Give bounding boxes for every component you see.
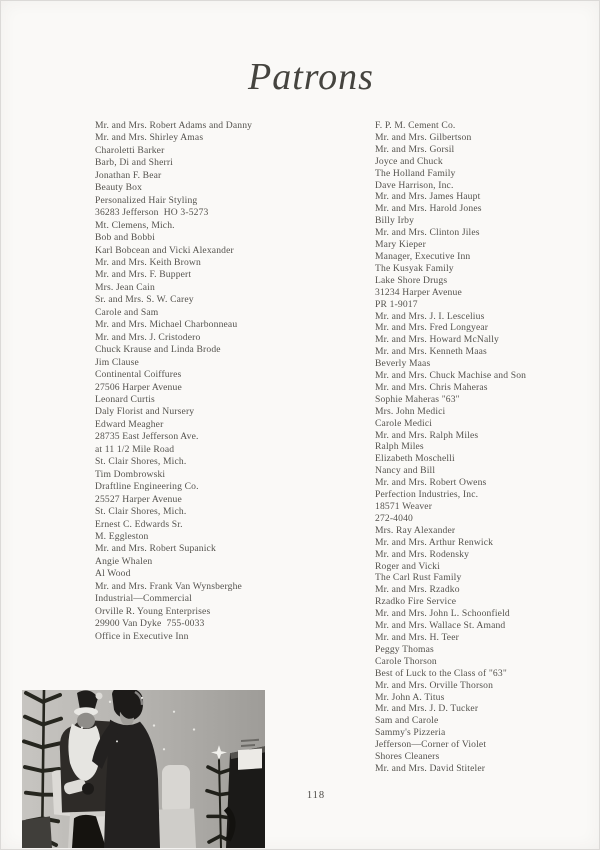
patron-line: Mr. and Mrs. Fred Longyear <box>375 322 489 334</box>
page-title: Patrons <box>248 56 374 99</box>
patron-line: Mr. and Mrs. Chuck Machise and Son <box>375 370 527 382</box>
patron-line: Mr. and Mrs. F. Buppert <box>95 269 192 281</box>
patrons-column-right <box>375 120 590 775</box>
patron-line: F. P. M. Cement Co. <box>375 120 456 131</box>
patron-line: Lake Shore Drugs <box>375 274 448 286</box>
patron-line: Roger and Vicki <box>375 560 440 572</box>
patron-line: Bob and Bobbi <box>95 232 156 244</box>
patron-line: Manager, Executive Inn <box>375 250 471 262</box>
patron-line: Ralph Miles <box>375 441 424 453</box>
patron-line: Mr. and Mrs. Gilbertson <box>375 131 472 143</box>
patron-line: Ernest C. Edwards Sr. <box>95 518 183 530</box>
patron-line: Peggy Thomas <box>375 643 434 655</box>
patron-line: Mr. and Mrs. Shirley Amas <box>95 132 204 144</box>
patron-line: Mr. and Mrs. Keith Brown <box>95 256 201 268</box>
patron-line: Mr. and Mrs. Frank Van Wynsberghe <box>95 580 242 592</box>
patron-line: Leonard Curtis <box>95 393 155 405</box>
patron-line: Al Wood <box>95 568 131 580</box>
patron-line: Barb, Di and Sherri <box>95 157 173 169</box>
patron-line: Mrs. John Medici <box>375 405 446 417</box>
patron-line: Mr. and Mrs. J. D. Tucker <box>375 703 479 715</box>
patron-line: Carole Thorson <box>375 655 437 667</box>
gift-box <box>226 739 265 848</box>
patron-line: Beverly Maas <box>375 358 431 370</box>
patron-line: Jefferson—Corner of Violet <box>375 739 487 751</box>
patron-line: Mr. and Mrs. Howard McNally <box>375 334 499 346</box>
patrons-column-left <box>95 120 345 643</box>
patron-line: Mr. and Mrs. Wallace St. Amand <box>375 620 506 632</box>
patron-line: Mr. John A. Titus <box>375 691 445 703</box>
patron-line: Mr. and Mrs. Chris Maheras <box>375 381 488 393</box>
patron-line: Elizabeth Moschelli <box>375 453 455 465</box>
patron-line: Mrs. Jean Cain <box>95 281 155 293</box>
patron-line: Mr. and Mrs. Michael Charbonneau <box>95 319 238 331</box>
patron-line: Shores Cleaners <box>375 751 440 763</box>
patron-line: Mr. and Mrs. Ralph Miles <box>375 429 479 441</box>
patron-line: Sophie Maheras "63" <box>375 393 460 405</box>
patron-line: The Carl Rust Family <box>375 572 462 584</box>
patron-line: Perfection Industries, Inc. <box>375 489 479 501</box>
patron-line: Mr. and Mrs. John L. Schoonfield <box>375 608 510 620</box>
patron-line: Mr. and Mrs. J. Cristodero <box>95 331 201 343</box>
patron-line: Orville R. Young Enterprises <box>95 605 211 617</box>
patron-line: Mr. and Mrs. Rzadko <box>375 584 460 596</box>
patron-line: 25527 Harper Avenue <box>95 493 182 505</box>
patron-line: Mr. and Mrs. Harold Jones <box>375 203 482 215</box>
patron-line: Mr. and Mrs. J. I. Lescelius <box>375 310 485 322</box>
patron-line: Dave Harrison, Inc. <box>375 179 454 191</box>
patron-line: Sr. and Mrs. S. W. Carey <box>95 294 194 306</box>
patron-line: St. Clair Shores, Mich. <box>95 506 187 518</box>
patron-line: Mr. and Mrs. James Haupt <box>375 191 481 203</box>
patron-line: Mr. and Mrs. Gorsil <box>375 143 455 155</box>
patron-line: Mr. and Mrs. Robert Adams and Danny <box>95 120 253 131</box>
patron-line: Mt. Clemens, Mich. <box>95 219 175 231</box>
patron-line: Mr. and Mrs. Orville Thorson <box>375 679 494 691</box>
patron-line: 28735 East Jefferson Ave. <box>95 431 199 443</box>
patron-line: Angie Whalen <box>95 555 153 567</box>
patron-line: Karl Bobcean and Vicki Alexander <box>95 244 234 256</box>
patron-line: Sam and Carole <box>375 715 439 727</box>
patron-line: Mr. and Mrs. H. Teer <box>375 631 459 643</box>
santa-photo-illustration <box>22 690 265 848</box>
patron-line: Sammy's Pizzeria <box>375 727 446 739</box>
patron-line: Beauty Box <box>95 182 143 194</box>
patron-line: 18571 Weaver <box>375 501 433 512</box>
patron-line: 31234 Harper Avenue <box>375 286 462 298</box>
santa-visit-photo <box>22 690 265 848</box>
patron-line: Jonathan F. Bear <box>95 169 162 181</box>
patron-line: Best of Luck to the Class of "63" <box>375 667 507 679</box>
patron-line: Personalized Hair Styling <box>95 194 198 206</box>
patron-line: Mr. and Mrs. Rodensky <box>375 548 470 560</box>
patron-line: 29900 Van Dyke 755-0033 <box>95 618 205 630</box>
patron-line: Office in Executive Inn <box>95 630 189 642</box>
patron-line: Industrial—Commercial <box>95 593 192 605</box>
patron-line: M. Eggleston <box>95 530 149 542</box>
patron-line: Continental Coiffures <box>95 369 182 381</box>
patron-line: St. Clair Shores, Mich. <box>95 456 187 468</box>
photo-floor-shadow <box>22 816 52 848</box>
patron-line: PR 1-9017 <box>375 298 418 310</box>
patron-line: Mr. and Mrs. Robert Supanick <box>95 543 216 555</box>
patron-line: Edward Meagher <box>95 418 164 430</box>
patron-line: Chuck Krause and Linda Brode <box>95 344 221 356</box>
patron-line: Daly Florist and Nursery <box>95 406 195 418</box>
patron-line: Mr. and Mrs. David Stiteler <box>375 762 486 774</box>
patron-line: Rzadko Fire Service <box>375 596 457 608</box>
patron-line: Carole and Sam <box>95 306 159 318</box>
patron-line: Charoletti Barker <box>95 144 165 156</box>
patron-line: Mr. and Mrs. Arthur Renwick <box>375 536 494 548</box>
patron-line: Mr. and Mrs. Kenneth Maas <box>375 346 487 358</box>
patron-line: The Kusyak Family <box>375 262 454 274</box>
patron-line: Draftline Engineering Co. <box>95 481 199 493</box>
patron-line: Mr. and Mrs. Clinton Jiles <box>375 227 480 239</box>
patron-line: The Holland Family <box>375 167 456 179</box>
patron-line: Billy Irby <box>375 215 415 227</box>
patron-line: at 11 1/2 Mile Road <box>95 443 175 455</box>
patron-line: Nancy and Bill <box>375 465 436 477</box>
patron-line: Joyce and Chuck <box>375 155 443 167</box>
patron-line: Mrs. Ray Alexander <box>375 524 456 536</box>
page-number: 118 <box>306 790 326 801</box>
patron-line: 272-4040 <box>375 512 413 524</box>
patron-line: Mary Kieper <box>375 239 426 251</box>
patron-line: 27506 Harper Avenue <box>95 381 182 393</box>
patron-line: 36283 Jefferson HO 3-5273 <box>95 207 209 219</box>
patron-line: Jim Clause <box>95 356 139 368</box>
patron-line: Carole Medici <box>375 417 433 429</box>
patron-line: Mr. and Mrs. Robert Owens <box>375 477 487 489</box>
patron-line: Tim Dombrowski <box>95 468 166 480</box>
